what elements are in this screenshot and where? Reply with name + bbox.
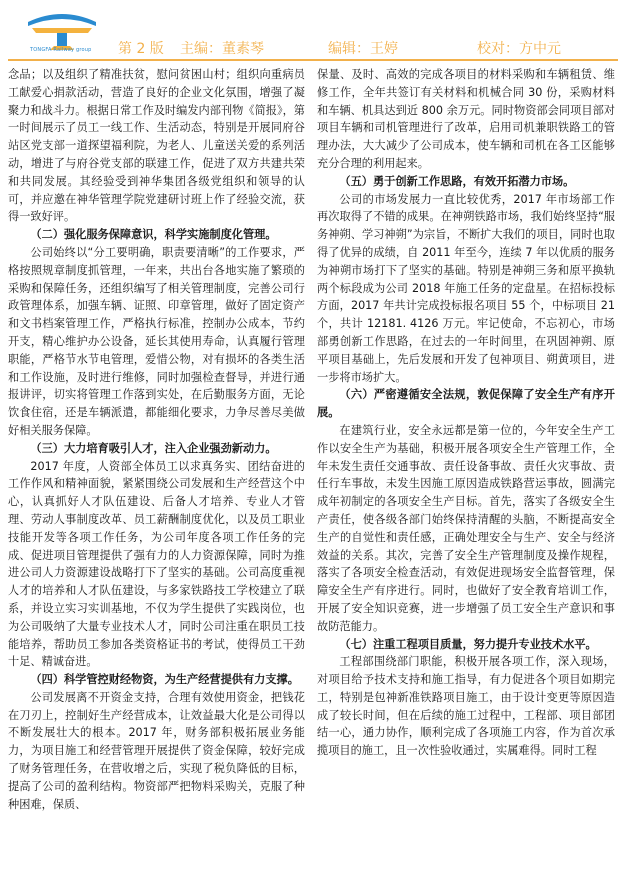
- section-heading-3: （三）大力培育吸引人才，注入企业强劲新动力。: [30, 441, 277, 455]
- section-heading-6: （六）严密遵循安全法规，敦促保障了安全生产有序开展。: [317, 388, 615, 420]
- paragraph: 公司发展离不开资金支持，合理有效使用资金，把钱花在刀刃上，控制好生产经营成本，让效益最大化是公司得以不断发展壮大的根本。2017 年，财务部积极拓展业务能力，为项目施工和经营管理开展提供了资金保障，较好完成了财务管理任务，在营收增之后，实现了税负降低的目标，提高了公司的盈利结构。物资部严把物料采购关，克服了种种困难，保质、: [8, 690, 305, 811]
- proofreader: 校对：方中元: [477, 41, 561, 57]
- section-heading-7: （七）注重工程项目质量，努力提升专业技术水平。: [339, 637, 597, 651]
- paragraph: 工程部围绕部门职能，积极开展各项工作，深入现场，对项目给予技术支持和施工指导，有力促进各个项目如期完工，特别是包神新准铁路项目施工，由于设计变更等原因造成了较长时间，但在后续的施工过程中，工程部、项目部团结一心，通力协作，顺利完成了各项施工内容，作为首次承揽项目的施工，且一次性验收通过，实属难得。同时工程: [317, 655, 615, 758]
- paragraph: 在建筑行业，安全永远都是第一位的，今年安全生产工作以安全生产为基础，积极开展各项安全生产管理工作，全年未发生责任交通事故、责任设备事故、责任火灾事故、责任行车事故，未发生因施工原因造成铁路营运事故，圆满完成年初制定的各项安全生产目标。首先，落实了各级安全生产责任，使各级各部门始终保持清醒的头脑，不断提高安全生产的自觉性和责任感，正确处理安全与生产、安全与经济效益的关系。其次，完善了安全生产管理制度及操作规程，落实了各项安全检查活动，有效促进现场安全监督管理，保障安全生产有序进行。同时，也做好了安全教育培训工作，开展了安全知识竞赛，进一步增强了员工安全生产意识和事故防范能力。: [317, 423, 615, 633]
- paragraph: 2017 年度，人资部全体员工以求真务实、团结奋进的工作作风和精神面貌，紧紧围绕公司发展和生产经营这个中心，认真抓好人才队伍建设、后备人才培养、专业人才管理、劳动人事制度改革、员工薪酬制度优化，以及员工职业技能开发等各项工作任务，为公司年度各项工作任务的完成、促进项目管理提供了强有力的人力资源保障，同时为推进公司人力资源建设战略打下了坚实的基础。公司高度重视人才的培养和人才队伍建设，与多家铁路技工学校建立了联系，并设立实习实训基地，不仅为学生提供了实践岗位，也为公司吸纳了大量专业技术人才，同时公司注重在职员工技能培养，帮助员工参加各类资格证书的考试，使得员工干劲十足、精诚奋进。: [8, 459, 305, 669]
- editor: 编辑：王婷: [328, 41, 398, 57]
- section-heading-4: （四）科学管控财经物资，为生产经营提供有力支撑。: [30, 673, 299, 687]
- paragraph: 保量、及时、高效的完成各项目的材料采购和车辆租赁、维修工作，全年共签订有关材料和机械合同 30 份，采购材料和车辆、机具达到近 800 余万元。同时物资部会同项目部对项目车辆和司机管理进行了改革，启用司机兼职铁路工的管理办法，大大减少了公司成本，使车辆和司机在各工区能够充分合理的利用起来。: [317, 68, 615, 170]
- paragraph: 公司始终以“分工要明确，职责要清晰”的工作要求，严格按照规章制度抓管理，一年来，共出台各地实施了繁琐的采购和保障任务，还组织编写了相关管理制度，完善公司行政管理体系，加强车辆、证照、印章管理，做好了固定资产和文书档案管理工作，严格执行标准，控制办公成本，节约开支，精心维护办公设备，延长其使用寿命，认真履行管理职能，严格节水节电管理，爱惜公物，对有损坏的各类生活和工作设施，及时进行维修，同时加强检查督导，并进行通报讲评，切实将管理工作落到实处，在后勤服务方面，无论饮食住宿，还是车辆派遣，都能细化要求，力争尽善尽美做好相关服务保障。: [8, 245, 305, 437]
- section-heading-2: （二）强化服务保障意识，科学实施制度化管理。: [30, 228, 277, 242]
- logo-caption: TONGFA Railway group: [30, 47, 92, 53]
- right-column: [317, 66, 615, 866]
- paragraph: 念品；以及组织了精准扶贫，慰问贫困山村；组织向重病员工献爱心捐款活动，营造了良好的企业文化氛围，增强了凝聚力和战斗力。根据日常工作及时编发内部刊物《简报》，第一时间展示了员工一线工作、生活动态，特别是开展同府谷站区党支部一道探望福利院，为老人、儿童送关爱的系列活动，增进了与府谷党支部的联建工作，促进了双方共建共荣和共同发展。其经验受到神华集团各级党组织和领导的认可，并应邀在神华管理学院党建研讨班上作了经验交流，获得一致好评。: [8, 68, 305, 224]
- chief-editor: 主编：董素琴: [180, 41, 264, 57]
- left-column: [8, 66, 305, 866]
- paragraph: 公司的市场发展力一直比较优秀，2017 年市场部工作再次取得了不错的成果。在神朔铁路市场，我们始终坚持“服务神朔、学习神朔”为宗旨，不断扩大我们的项目，同时也取得了优异的成绩，自 2011 年至今，连续 7 年以优质的服务为神朔市场打下了坚实的基础。特别是神朔三务和原平换轨两个标段成为公司 2018 年施工任务的定盘星。在招标投标方面，2017 年共计完成投标报名项目 55 个，中标项目 21 个，共计 12181. 4126 万元。牢记使命，不忘初心，市场部勇创新工作思路，在过去的一年时间里，在巩固神朔、原平项目基础上，先后发展和开发了包神项目、朔黄项目，进一步将市场扩大。: [317, 192, 615, 384]
- header-divider: [8, 59, 618, 61]
- issue-number: 第 2 版: [118, 41, 164, 57]
- page-header: [0, 0, 621, 62]
- section-heading-5: （五）勇于创新工作思路，有效开拓潜力市场。: [339, 174, 575, 188]
